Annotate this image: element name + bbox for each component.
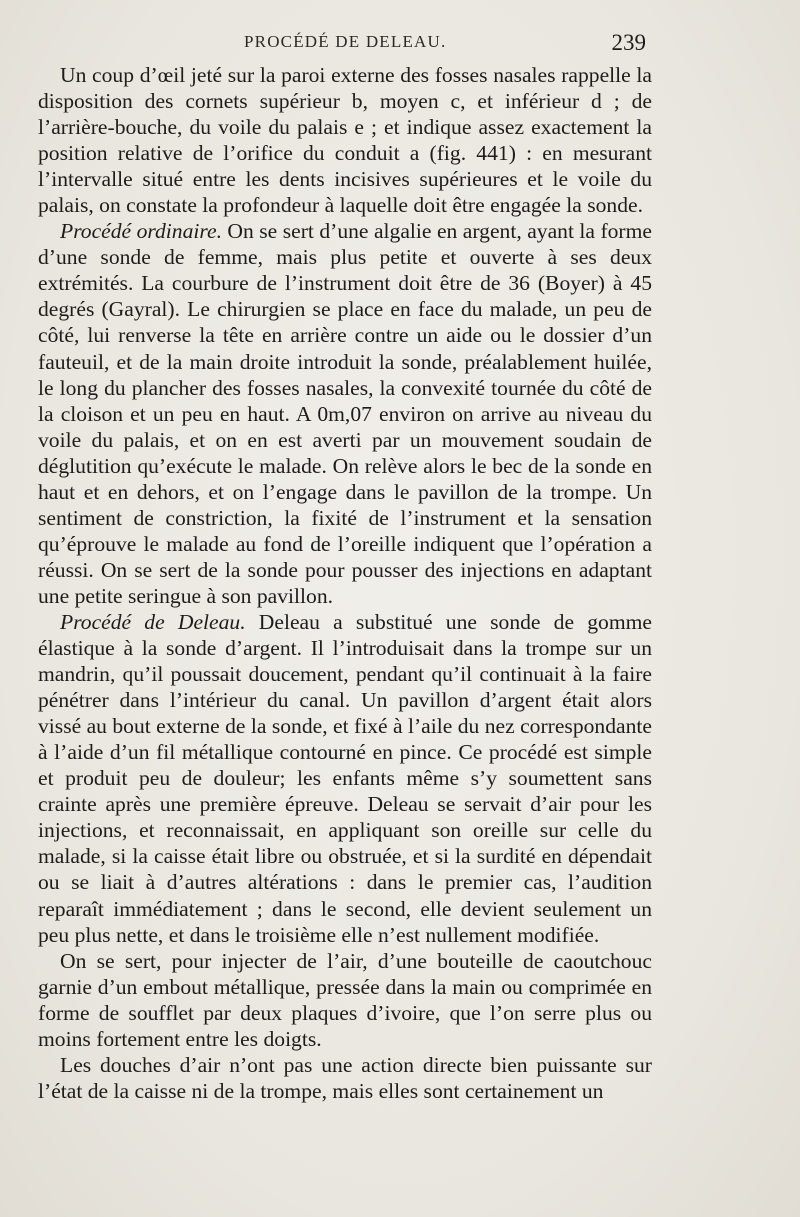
paragraph-text: On se sert, pour injecter de l’air, d’une bouteille de caoutchouc garnie d’un embout métallique, pressée dans la main ou comprimée en forme de soufflet par deux plaques d’ivoire, que l’on serre plus ou moins fortement entre les doigts. bbox=[38, 948, 652, 1051]
paragraph-air-douches bbox=[38, 1052, 652, 1104]
paragraph-air-injection bbox=[38, 948, 652, 1052]
paragraph-nasal-anatomy bbox=[38, 62, 652, 218]
running-header bbox=[38, 26, 650, 60]
paragraph-procede-ordinaire bbox=[38, 218, 652, 609]
body-text bbox=[38, 62, 652, 1104]
paragraph-text: Deleau a substitué une sonde de gomme élastique à la sonde d’argent. Il l’introduisait dans la trompe sur un mandrin, qu’il poussait doucement, pendant qu’il continuait à la faire pénétrer dans l’intérieur du canal. Un pavillon d’argent était alors vissé au bout externe de la sonde, et fixé à l’aile du nez correspondante à l’aide d’un fil métallique contourné en pince. Ce procédé est simple et produit peu de douleur; les enfants même s’y soumettent sans crainte après une première épreuve. Deleau se servait d’air pour les injections, et reconnaissait, en appliquant son oreille sur celle du malade, si la caisse était libre ou obstruée, et si la surdité en dépendait ou se liait à d’autres altérations : dans le premier cas, l’audition reparaît immédiatement ; dans le second, elle devient seulement un peu plus nette, et dans le troisième elle n’est nullement modifiée. bbox=[38, 609, 652, 947]
paragraph-text: Les douches d’air n’ont pas une action directe bien puissante sur l’état de la caisse ni de la trompe, mais elles sont certainement un bbox=[38, 1052, 652, 1103]
page-number: 239 bbox=[611, 30, 646, 55]
paragraph-text: Un coup d’œil jeté sur la paroi externe des fosses nasales rappelle la disposition des cornets supérieur b, moyen c, et inférieur d ; de l’arrière-bouche, du voile du palais e ; et indique assez exactement la position relative de l’orifice du conduit a (fig. 441) : en mesurant l’intervalle situé entre les dents incisives supérieures et le voile du palais, on constate la profondeur à laquelle doit être engagée la sonde. bbox=[38, 63, 652, 218]
running-title: PROCÉDÉ DE DELEAU. bbox=[244, 32, 447, 51]
paragraph-lead-heading: Procédé ordinaire. bbox=[60, 219, 228, 244]
paragraph-text: On se sert d’une algalie en argent, ayant la forme d’une sonde de femme, mais plus petite et ouverte à ses deux extrémités. La courbure de l’instrument doit être de 36 (Boyer) à 45 degrés (Gayral). Le chirurgien se place en face du malade, un peu de côté, lui renverse la tête en arrière contre un aide ou le dossier d’un fauteuil, et de la main droite introduit la sonde, préalablement huilée, le long du plancher des fosses nasales, la convexité tournée du côté de la cloison et un peu en haut. A 0m,07 environ on arrive au niveau du voile du palais, et on en est averti par un mouvement soudain de déglutition qu’exécute le malade. On relève alors le bec de la sonde en haut et en dehors, et on l’engage dans le pavillon de la trompe. Un sentiment de constriction, la fixité de l’instrument et la sensation qu’éprouve le malade au fond de l’oreille indiquent que l’opération a réussi. On se sert de la sonde pour pousser des injections en adaptant une petite seringue à son pavillon. bbox=[38, 219, 652, 608]
paragraph-lead-heading: Procédé de Deleau. bbox=[60, 609, 259, 634]
paragraph-procede-deleau bbox=[38, 609, 652, 948]
